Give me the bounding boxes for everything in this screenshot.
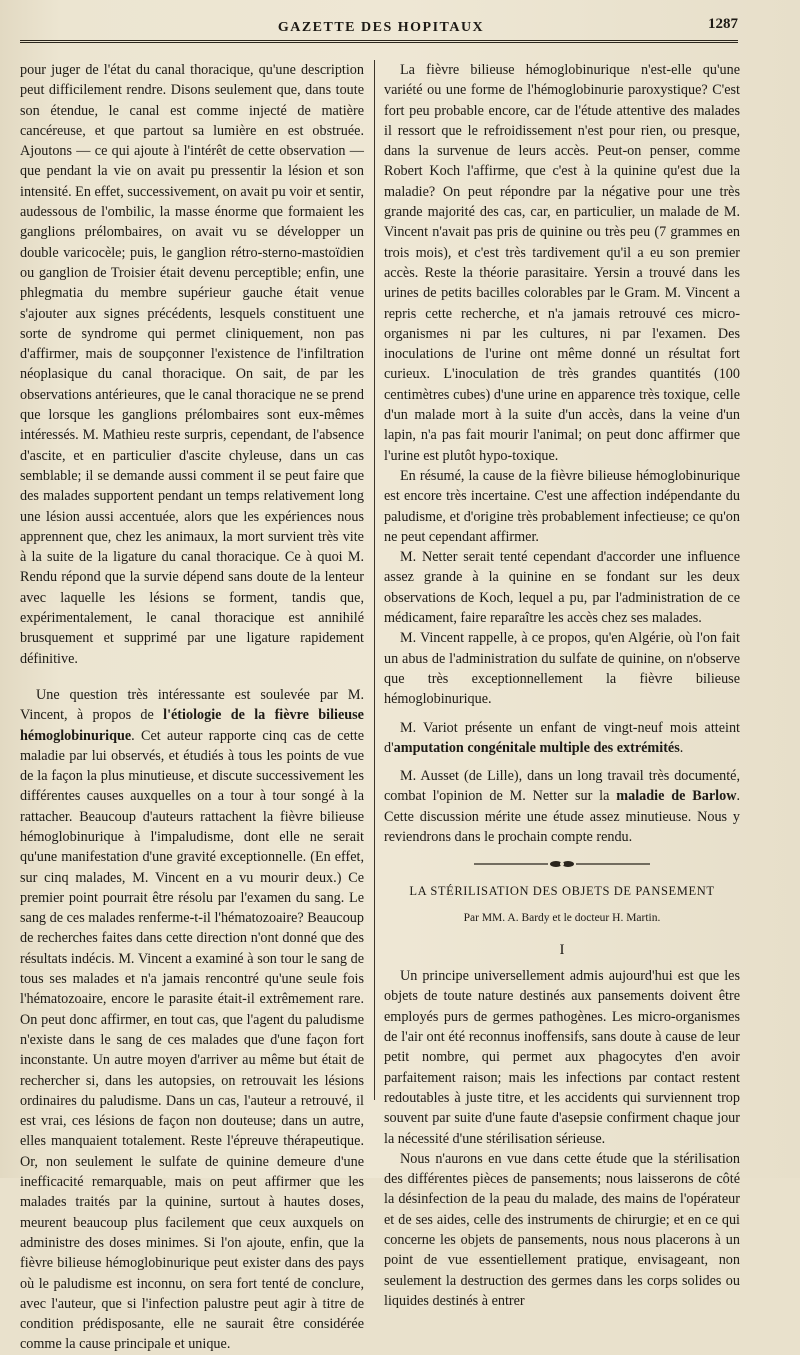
ornament-divider xyxy=(472,859,652,869)
left-column xyxy=(20,60,364,1355)
section-title: LA STÉRILISATION DES OBJETS DE PANSEMENT xyxy=(409,884,715,899)
bold-topic-amputation: amputation congénitale multiple des extrémités xyxy=(393,739,680,756)
page-header xyxy=(20,14,742,40)
paragraph-end: . Cette discussion mérite une étude assez minutieuse. Nous y reviendrons dans le prochain compte rendu. xyxy=(384,788,740,845)
bold-topic-barlow: maladie de Barlow xyxy=(616,788,737,805)
paragraph-start: Une question très intéressante est soulevée par M. Vincent, à propos de xyxy=(20,686,364,724)
paragraph-rest: . Cet auteur rapporte cinq cas de cette maladie par lui observés, et étudiés à tous les points de vue de la façon la plus minutieuse, et discute successivement les différentes causes auxquelles on a tour à tour songé à la rattacher. Beaucoup d'auteurs rattachent la fièvre bilieuse hémoglobinurique à l'impaludisme, dont elle ne serait qu'une manifestation d'une gravité exceptionnelle. (En effet, sur cinq malades, M. Vincent en a vu mourir deux.) Ce premier point pourrait être résolu par l'examen du sang. Le sang de ces malades renferme-t-il l'hématozoaire? Beaucoup de recherches faites dans cette direction n'ont donné que des résultats indécis. M. Vincent a examiné à son tour le sang de tous ses malades et n'a jamais rencontré qu'une seule fois l'hématozoaire, encore le parasite était-il extrêmement rare. On peut donc affirmer, en tout cas, que l'agent du paludisme n'existe dans le sang de ces malades que d'une façon fort inconstante. Un autre moyen d'arriver au même but était de rechercher si, dans les autopsies, on retrouvait les lésions ordinaires du paludisme. Dans un cas, l'auteur a retrouvé, il est vrai, ces lésions de façon non douteuse; dans un autre, elles manquaient totalement. Reste l'épreuve thérapeutique. Or, non seulement le sulfate de quinine demeure d'une inefficacité remarquable, mais on peut affirmer que les malades traités par la quinine, surtout à hautes doses, meurent beaucoup plus facilement que ceux auxquels on administre des doses minimes. Si l'on ajoute, enfin, que la fièvre bilieuse hémoglobinurique peut exister dans des pays où le paludisme est inconnu, on sera fort tenté de conclure, avec l'auteur, que si l'infection palustre peut agir à titre de condition prédisposante, elle ne saurait être considérée comme la cause principale et unique. xyxy=(20,727,364,1353)
journal-title: GAZETTE DES HOPITAUX xyxy=(277,20,485,35)
paragraph-algerie: M. Vincent rappelle, à ce propos, qu'en Algérie, où l'on fait un abus de l'administration du sulfate de quinine, on n'observe que très exceptionnellement la fièvre bilieuse hémoglobinurique. xyxy=(384,630,740,708)
paragraph-canal-thoracique: pour juger de l'état du canal thoracique, qu'une description peut difficilement rendre. Disons seulement que, dans toute son étendue, le canal est comme injecté de matière cancéreuse, et que partout sa lumière en est obstruée. Ajoutons — ce qui ajoute à l'intérêt de cette observation — que pendant la vie on avait pu pressentir la lésion et son intensité. En effet, successivement, on avait pu voir et sentir, audessous de l'ombilic, la masse énorme que formaient les ganglions prélombaires, on avait vu se développer un double varicocèle; puis, le ganglion rétro-sterno-mastoïdien ou ganglion de Troisier était devenu perceptible; enfin, une phlegmatia du membre supérieur gauche était venue s'ajouter aux signes précédents, lesquels constituent une sorte de syndrome qui permet cliniquement, non pas d'affirmer, mais de soupçonner l'existence de l'infiltration néoplasique du canal thoracique. On sait, de par les observations antérieures, que le canal thoracique ne se prend que lorsque les ganglions prélombaires sont eux-mêmes intéressés. M. Mathieu reste surpris, cependant, de l'absence d'ascite, et en particulier d'ascite chyleuse, dans un cas semblable; il se demande aussi comment il se peut faire que des malades supportent pendant un temps relativement long une lésion aussi accentuée, alors que les expériences nous apprennent que, chez les animaux, la mort survient très vite à la suite de la ligature du canal thoracique. Ce à quoi M. Rendu répond que la survie dépend sans doute de la lenteur avec laquelle les lésions se forment, tandis que, expérimentalement, le canal thoracique est annihilé brusquement et supprimé par une ligature rapidement définitive. xyxy=(20,62,364,667)
paragraph-ausset xyxy=(384,766,740,847)
paragraph-hemoglobinurie: La fièvre bilieuse hémoglobinurique n'est-elle qu'une variété ou une forme de l'hémoglobinurie paroxystique? C'est fort peu probable encore, car de l'étude attentive des malades il ressort que le refroidissement n'est pour rien, ou presque, dans la survenue de leurs accès. Peut-on penser, comme Robert Koch l'affirme, que c'est à la quinine qu'est due la maladie? On peut répondre par la négative pour une très grande majorité des cas, car, en particulier, un malade de M. Vincent n'avait pas pris de quinine ou très peu (7 grammes en trois mois), et c'est très tardivement qu'il a eu son premier accès. Reste la théorie parasitaire. Yersin a trouvé dans les urines de petits bacilles colorables par le Gram. M. Vincent a repris cette recherche, et n'a jamais retrouvé ces micro-organismes ni par les cultures, ni par l'examen. Des inoculations de l'urine ont même donné un résultat fort curieux. L'inoculation de très grandes quantités (100 centimètres cubes) d'une urine en apparence très toxique, celle d'un malade mort à la suite d'un accès, dans la veine d'un lapin, n'a pas fait mourir l'animal; on peut donc affirmer que l'urine est plutôt hypo-toxique. xyxy=(384,62,740,464)
paragraph-principe: Un principe universellement admis aujourd'hui est que les objets de toute nature destinés aux pansements doivent être employés purs de germes pathogènes. Les micro-organismes de l'air ont été reconnus inoffensifs, sans doute à cause de leur petit nombre, qui permet aux phagocytes d'en avoir parfaitement raison; mais les infections par contact restent redoutables à juste titre, et les accidents qui surviennent trop souvent par suite d'une faute d'asepsie confirment chaque jour la nécessité d'une stérilisation sérieuse. xyxy=(384,968,740,1147)
paragraph-end: . xyxy=(679,739,684,756)
right-column xyxy=(384,60,740,1311)
paragraph-netter: M. Netter serait tenté cependant d'accorder une influence assez grande à la quinine en se fondant sur les deux observations de Koch, lequel a pu, par l'administration de ce médicament, faire reparaître les accès chez ses malades. xyxy=(384,549,740,627)
section-authors: Par MM. A. Bardy et le docteur H. Martin. xyxy=(463,911,661,924)
bold-topic-fievre-bilieuse: l'étiologie de la fièvre bilieuse hémoglobinurique xyxy=(20,707,364,744)
paragraph-start: M. Variot présente un enfant de vingt-neuf mois atteint d' xyxy=(384,719,740,756)
header-rule xyxy=(20,40,738,43)
paragraph-sterilisation: Nous n'aurons en vue dans cette étude que la stérilisation des différentes pièces de pansements; nous laisserons de côté la désinfection de la peau du malade, des mains de l'opérateur et de ses aides, celle des instruments de chirurgie; et en ce qui concerne les objets de pansements, nous nous placerons à un point de vue essentiellement pratique, envisageant, non seulement la destruction des germes dans les corps solides ou liquides destinés à entrer xyxy=(384,1150,740,1309)
column-divider xyxy=(374,60,375,1100)
paragraph-resume: En résumé, la cause de la fièvre bilieuse hémoglobinurique est encore très incertaine. C'est une affection indépendante du paludisme, et d'origine très probablement infectieuse; ce qu'on ne peut cependant affirmer. xyxy=(384,467,740,545)
paragraph-vincent-etiologie xyxy=(20,685,364,1355)
section-number: I xyxy=(559,941,565,958)
paragraph-start: M. Ausset (de Lille), dans un long travail très documenté, combat l'opinion de M. Netter sur la xyxy=(384,768,740,805)
paragraph-variot xyxy=(384,718,740,759)
page-number: 1287 xyxy=(708,16,738,32)
